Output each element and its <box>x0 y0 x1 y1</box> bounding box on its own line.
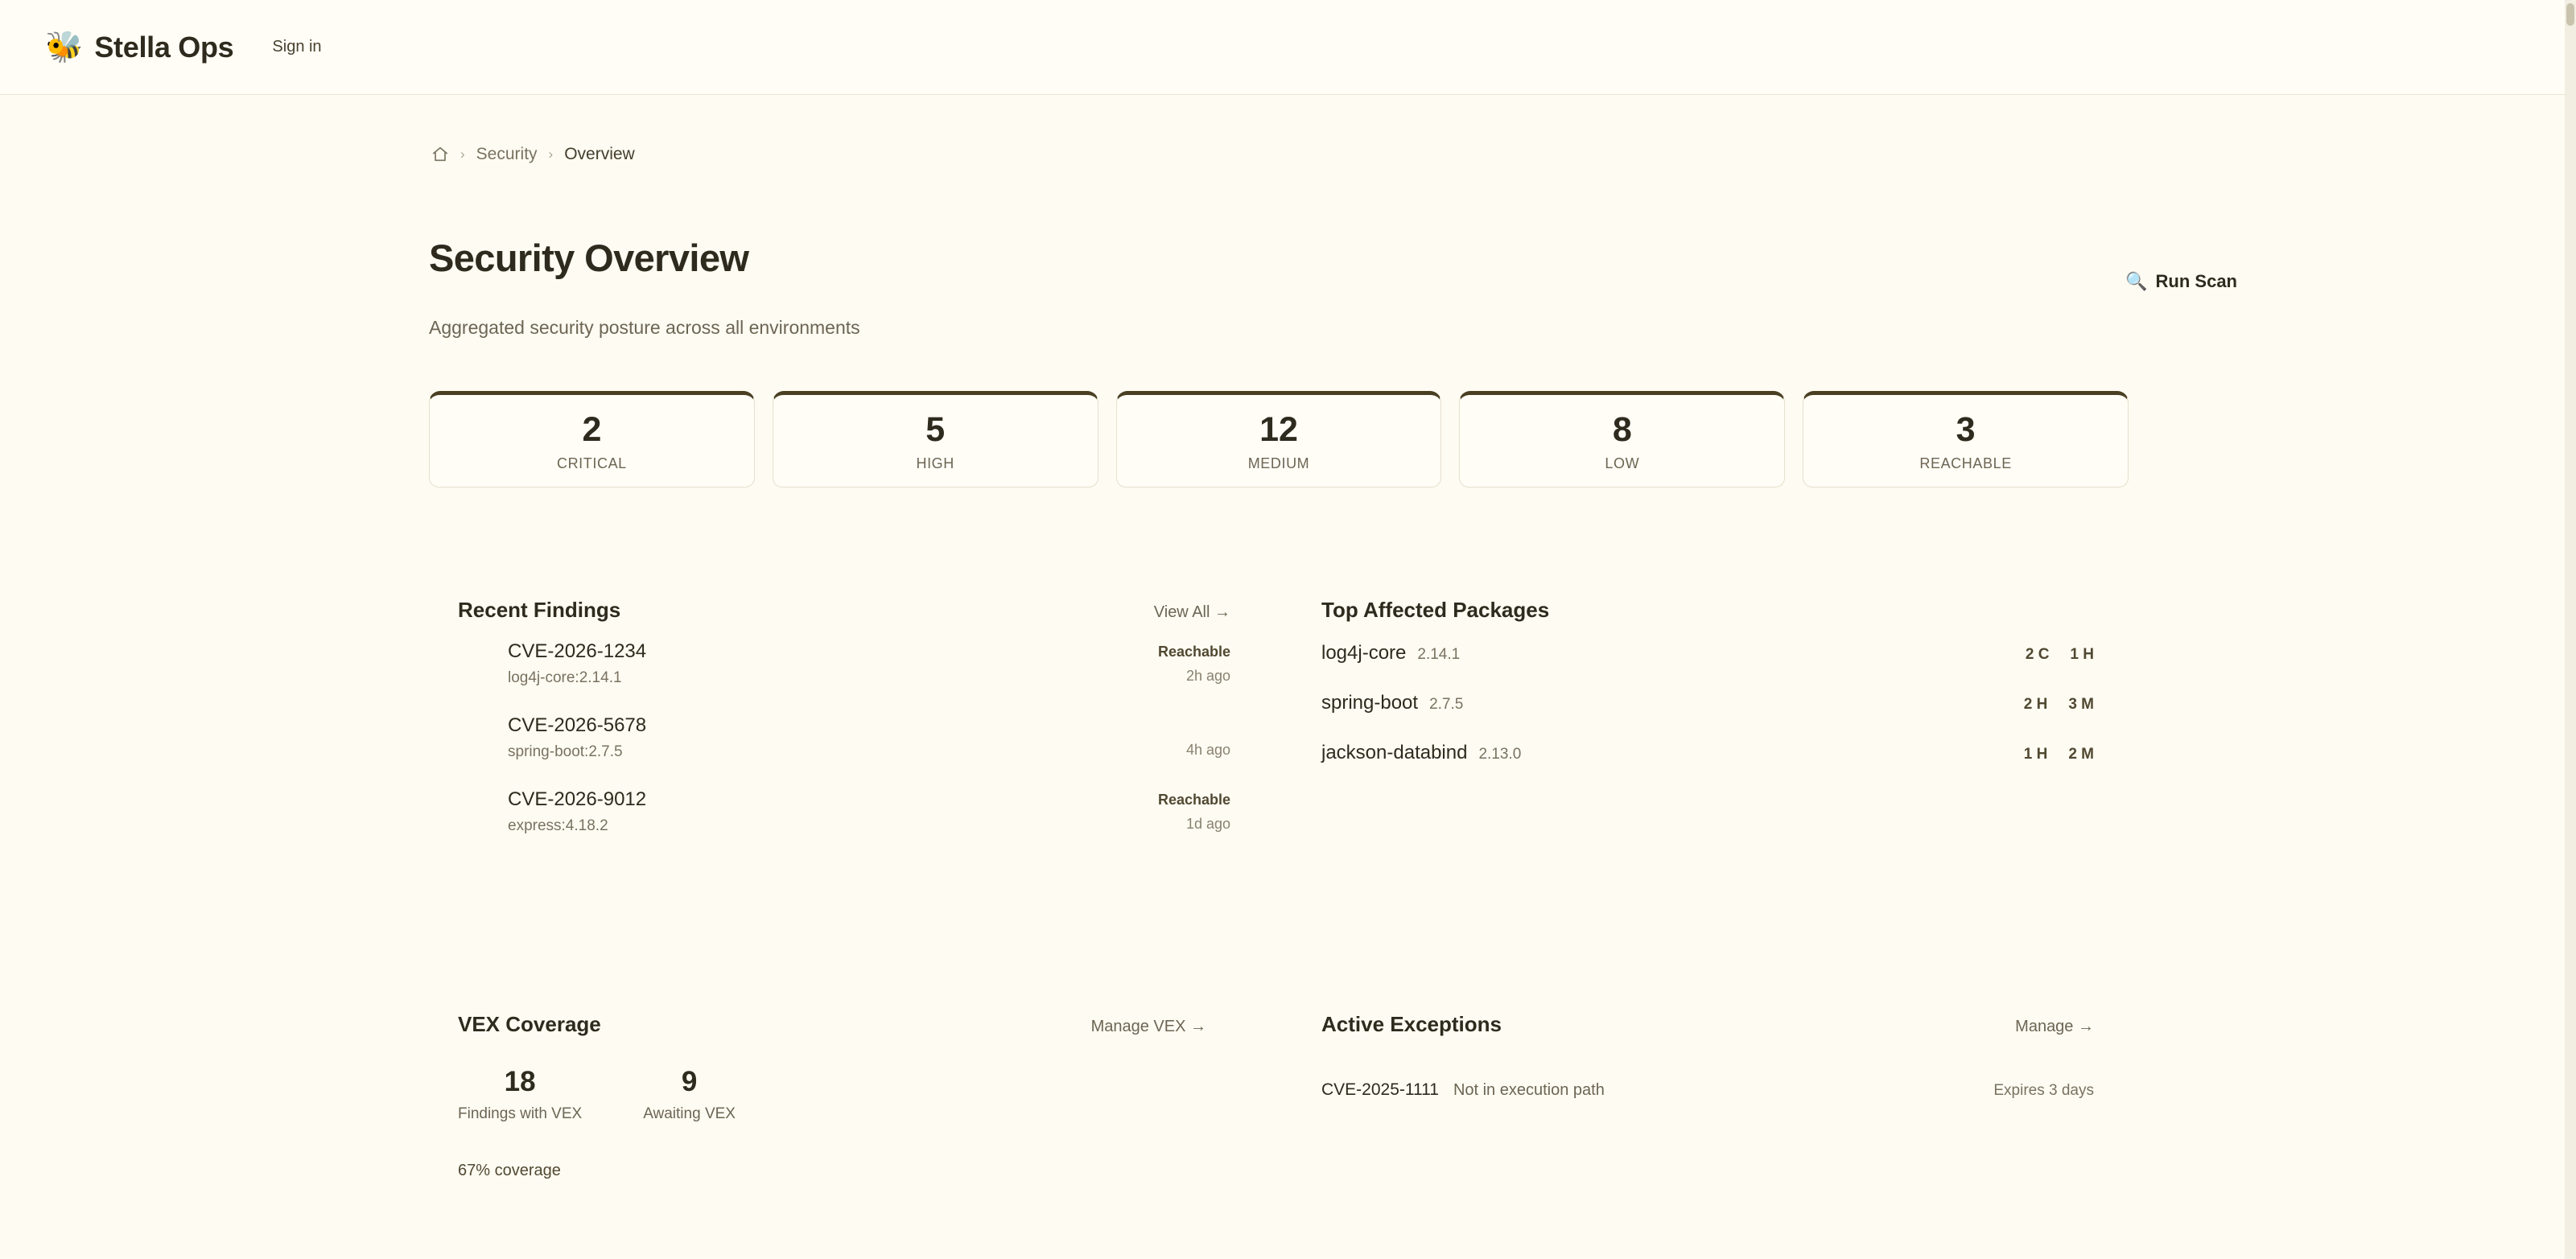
package-severity-counts <box>2024 746 2094 763</box>
finding-package: express:4.18.2 <box>508 817 608 834</box>
run-scan-button[interactable] <box>2125 271 2237 292</box>
package-identity <box>1321 642 1460 664</box>
stat-card-low[interactable] <box>1459 391 1785 488</box>
vex-stat-value: 18 <box>504 1066 536 1097</box>
vex-stat-label: Awaiting VEX <box>643 1105 736 1122</box>
bee-icon: 🐝 <box>45 30 84 64</box>
package-name: spring-boot <box>1321 692 1419 714</box>
page-scrollbar[interactable] <box>2565 0 2576 1259</box>
vex-stats <box>458 1037 1206 1123</box>
brand-name: Stella Ops <box>94 30 234 64</box>
stat-value: 2 <box>582 410 602 449</box>
active-exceptions-panel <box>1321 1012 2094 1100</box>
manage-exceptions-button[interactable]: Manage → <box>2015 1018 2094 1035</box>
stat-label: CRITICAL <box>556 455 627 471</box>
finding-timestamp: 1d ago <box>1185 816 1230 832</box>
active-exceptions-title: Active Exceptions <box>1321 1012 1502 1036</box>
finding-package: log4j-core:2.14.1 <box>508 669 622 686</box>
active-exceptions-header <box>1321 1012 2094 1037</box>
vex-coverage-panel <box>458 1012 1206 1180</box>
stat-card-critical[interactable] <box>429 391 755 488</box>
finding-id[interactable]: CVE-2026-1234 <box>508 640 647 662</box>
finding-meta <box>1186 714 1230 759</box>
home-icon[interactable] <box>431 146 449 163</box>
package-version: 2.14.1 <box>1417 646 1461 663</box>
finding-row[interactable] <box>458 623 1230 697</box>
main-content <box>0 95 2565 1259</box>
package-name: jackson-databind <box>1321 742 1468 763</box>
finding-package: spring-boot:2.7.5 <box>508 743 623 760</box>
stat-value: 12 <box>1259 410 1298 449</box>
recent-findings-header <box>458 598 1230 623</box>
package-version: 2.13.0 <box>1478 746 1522 763</box>
top-packages-header <box>1321 598 2094 623</box>
vex-coverage-percent: 67% coverage <box>458 1162 561 1179</box>
package-row[interactable] <box>1321 673 2094 722</box>
finding-id[interactable]: CVE-2026-5678 <box>508 714 647 736</box>
finding-reachable-badge: Reachable <box>1157 644 1230 660</box>
vex-stat-value: 9 <box>681 1066 698 1097</box>
finding-meta <box>1158 788 1230 833</box>
page-scrollbar-thumb[interactable] <box>2566 3 2574 26</box>
top-bar <box>0 0 2576 95</box>
view-all-findings-button[interactable]: View All → <box>1153 603 1230 621</box>
finding-main <box>508 788 646 835</box>
stat-value: 3 <box>1956 410 1976 449</box>
vex-coverage-title: VEX Coverage <box>458 1012 601 1036</box>
vex-stat-label: Findings with VEX <box>458 1105 583 1122</box>
stat-label: REACHABLE <box>1919 455 2012 471</box>
breadcrumb-item-overview: Overview <box>564 145 635 163</box>
finding-reachable-badge <box>1186 718 1230 735</box>
exception-expiry: Expires 3 days <box>1993 1082 2094 1099</box>
brand[interactable] <box>45 31 233 64</box>
run-scan-label: Run Scan <box>2155 271 2237 291</box>
stat-card-medium[interactable] <box>1116 391 1442 488</box>
stat-label: MEDIUM <box>1247 455 1310 471</box>
package-count-secondary: 3 M <box>2068 696 2094 713</box>
top-affected-packages-panel <box>1321 598 2094 772</box>
finding-main <box>508 714 646 761</box>
finding-id[interactable]: CVE-2026-9012 <box>508 788 647 810</box>
sign-in-button[interactable]: Sign in <box>256 28 337 66</box>
stat-label: LOW <box>1605 455 1640 471</box>
stat-label: HIGH <box>916 455 954 471</box>
package-severity-counts <box>2026 646 2094 664</box>
package-identity <box>1321 742 1521 764</box>
top-packages-title: Top Affected Packages <box>1321 598 1550 622</box>
package-version: 2.7.5 <box>1429 696 1464 713</box>
vex-stat-awaiting-vex <box>643 1068 736 1123</box>
package-identity <box>1321 692 1463 714</box>
breadcrumb-separator-1: › <box>460 146 465 162</box>
breadcrumb-item-security[interactable]: Security <box>476 145 538 163</box>
vex-coverage-header <box>458 1012 1206 1037</box>
package-row[interactable] <box>1321 722 2094 772</box>
finding-main <box>508 640 646 687</box>
package-count-primary: 2 C <box>2025 646 2050 663</box>
finding-timestamp: 4h ago <box>1185 742 1230 758</box>
recent-findings-panel <box>458 598 1230 845</box>
stat-value: 8 <box>1612 410 1632 449</box>
package-count-secondary: 2 M <box>2068 746 2094 763</box>
stat-card-high[interactable] <box>773 391 1098 488</box>
exception-identity <box>1321 1080 1605 1100</box>
exception-cve-id[interactable]: CVE-2025-1111 <box>1321 1080 1439 1099</box>
finding-meta <box>1158 640 1230 685</box>
package-name: log4j-core <box>1321 642 1407 664</box>
finding-reachable-badge: Reachable <box>1157 792 1230 808</box>
breadcrumb <box>431 145 635 164</box>
package-row[interactable] <box>1321 623 2094 673</box>
package-count-primary: 2 H <box>2023 696 2048 713</box>
magnifier-icon: 🔍 <box>2125 271 2148 291</box>
severity-stat-cards <box>429 391 2129 488</box>
package-severity-counts <box>2024 696 2094 714</box>
finding-timestamp: 2h ago <box>1185 668 1230 684</box>
manage-vex-button[interactable]: Manage VEX → <box>1090 1018 1206 1035</box>
breadcrumb-separator-2: › <box>548 146 554 162</box>
package-count-primary: 1 H <box>2023 746 2048 763</box>
page-title: Security Overview <box>429 237 749 279</box>
finding-row[interactable] <box>458 697 1230 771</box>
recent-findings-title: Recent Findings <box>458 598 621 622</box>
exception-row[interactable] <box>1321 1037 2094 1100</box>
finding-row[interactable] <box>458 771 1230 845</box>
page-subtitle: Aggregated security posture across all environments <box>429 317 860 338</box>
vex-stat-findings-with-vex <box>458 1068 582 1123</box>
package-count-secondary: 1 H <box>2070 646 2094 663</box>
stat-value: 5 <box>925 410 946 449</box>
stat-card-reachable[interactable] <box>1803 391 2129 488</box>
exception-reason: Not in execution path <box>1453 1081 1605 1099</box>
